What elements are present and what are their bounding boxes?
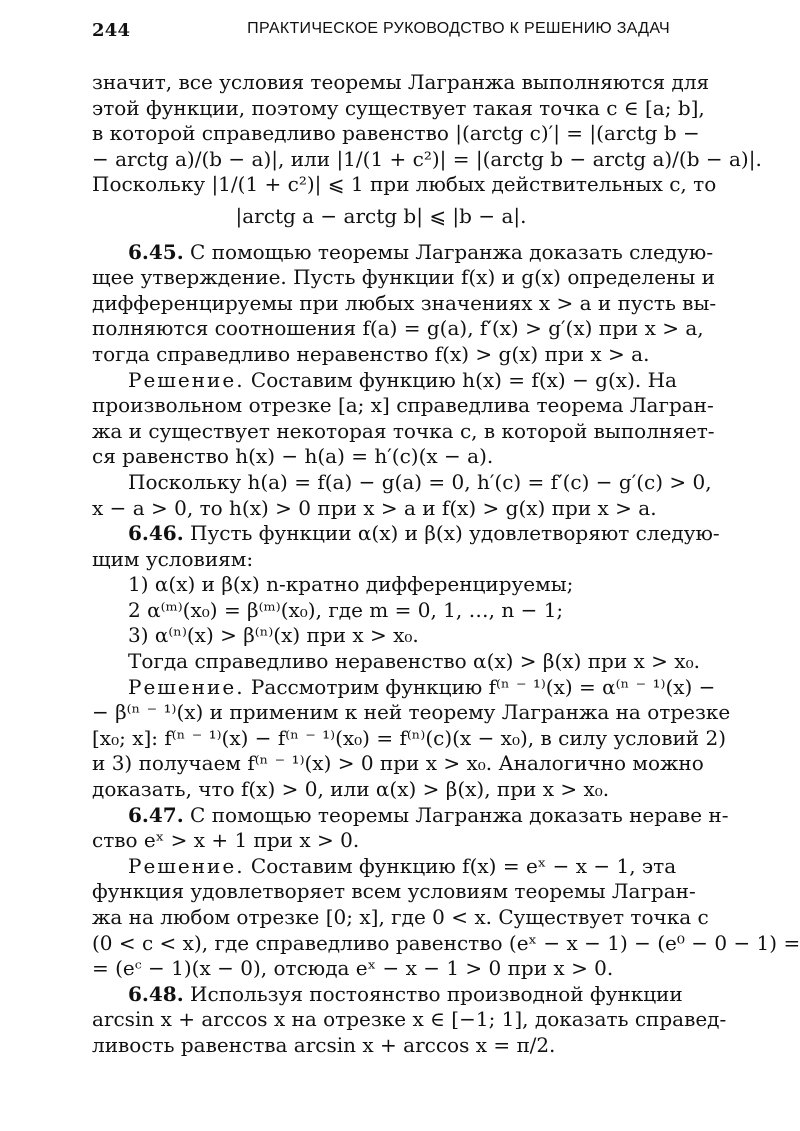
solution-label: Решение. <box>128 367 245 392</box>
text-line: этой функции, поэтому существует такая точка c ∈ [a; b], <box>92 95 705 120</box>
text-line: жа и существует некоторая точка c, в которой выполняет- <box>92 418 715 443</box>
problem-6-48-heading: 6.48. Используя постоянство производной функции <box>128 981 683 1006</box>
condition-2: 2 α⁽ᵐ⁾(x₀) = β⁽ᵐ⁾(x₀), где m = 0, 1, …, n − 1; <box>128 597 564 622</box>
text-line: произвольном отрезке [a; x] справедлива теорема Лагран- <box>92 393 714 418</box>
page-number: 244 <box>92 20 131 41</box>
problem-number: 6.47. <box>128 802 184 827</box>
solution-6-47: Решение. Составим функцию f(x) = eˣ − x − 1, эта <box>128 853 677 878</box>
problem-number: 6.45. <box>128 239 184 264</box>
text-line: ся равенство h(x) − h(a) = h′(c)(x − a). <box>92 444 494 469</box>
text-line: x − a > 0, то h(x) > 0 при x > a и f(x) > g(x) при x > a. <box>92 495 657 520</box>
solution-label: Решение. <box>128 853 245 878</box>
page-body <box>92 70 800 1059</box>
text-line: [x₀; x]: f⁽ⁿ ⁻ ¹⁾(x) − f⁽ⁿ ⁻ ¹⁾(x₀) = f⁽ⁿ⁾(c)(x − x₀), в силу условий 2) <box>92 725 726 750</box>
text-line: ство eˣ > x + 1 при x > 0. <box>92 828 360 853</box>
text-line: Поскольку |1/(1 + c²)| ⩽ 1 при любых действительных c, то <box>92 172 717 197</box>
problem-number: 6.46. <box>128 521 184 546</box>
text-line: щим условиям: <box>92 546 254 571</box>
condition-3: 3) α⁽ⁿ⁾(x) > β⁽ⁿ⁾(x) при x > x₀. <box>128 623 419 648</box>
text-line: жа на любом отрезке [0; x], где 0 < x. Существует точка c <box>92 905 709 929</box>
text-line: полняются соотношения f(a) = g(a), f′(x) > g′(x) при x > a, <box>92 316 704 341</box>
text-line: щее утверждение. Пусть функции f(x) и g(x) определены и <box>92 265 715 290</box>
running-title: ПРАКТИЧЕСКОЕ РУКОВОДСТВО К РЕШЕНИЮ ЗАДАЧ <box>247 20 670 37</box>
text-line: значит, все условия теоремы Лагранжа выполняются для <box>92 70 710 94</box>
problem-6-46-heading: 6.46. Пусть функции α(x) и β(x) удовлетворяют следую- <box>128 521 720 546</box>
problem-6-47-heading: 6.47. С помощью теоремы Лагранжа доказать нераве н- <box>128 802 729 827</box>
text-line: − arctg a)/(b − a)|, или |1/(1 + c²)| = |(arctg b − arctg a)/(b − a)|. <box>92 146 762 171</box>
text-line: (0 < c < x), где справедливо равенство (eˣ − x − 1) − (e⁰ − 0 − 1) = <box>92 930 800 955</box>
text-line: дифференцируемы при любых значениях x > a и пусть вы- <box>92 290 717 315</box>
text-line: = (eᶜ − 1)(x − 0), отсюда eˣ − x − 1 > 0 при x > 0. <box>92 956 614 981</box>
text-line: функция удовлетворяет всем условиям теоремы Лагран- <box>92 879 696 904</box>
text-line: и 3) получаем f⁽ⁿ ⁻ ¹⁾(x) > 0 при x > x₀. Аналогично можно <box>92 751 704 776</box>
text-line: arcsin x + arccos x на отрезке x ∈ [−1; 1], доказать справед- <box>92 1007 727 1032</box>
text-line: ливость равенства arcsin x + arccos x = π/2. <box>92 1032 556 1057</box>
text-line: в которой справедливо равенство |(arctg c)′| = |(arctg b − <box>92 121 700 146</box>
solution-label: Решение. <box>128 674 245 699</box>
solution-6-46: Решение. Рассмотрим функцию f⁽ⁿ ⁻ ¹⁾(x) = α⁽ⁿ ⁻ ¹⁾(x) − <box>128 674 716 699</box>
solution-6-45: Решение. Составим функцию h(x) = f(x) − g(x). На <box>128 367 677 392</box>
text-line: Поскольку h(a) = f(a) − g(a) = 0, h′(c) = f′(c) − g′(c) > 0, <box>128 469 712 494</box>
text-line: доказать, что f(x) > 0, или α(x) > β(x), при x > x₀. <box>92 777 610 802</box>
problem-6-45-heading: 6.45. С помощью теоремы Лагранжа доказать следую- <box>128 239 714 264</box>
text-line: − β⁽ⁿ ⁻ ¹⁾(x) и применим к ней теорему Лагранжа на отрезке <box>92 700 731 725</box>
page-header <box>92 20 670 41</box>
text-line: тогда справедливо неравенство f(x) > g(x) при x > a. <box>92 341 650 366</box>
display-formula: |arctg a − arctg b| ⩽ |b − a|. <box>235 203 527 228</box>
condition-1: 1) α(x) и β(x) n-кратно дифференцируемы; <box>128 572 574 597</box>
problem-number: 6.48. <box>128 981 184 1006</box>
text-line: Тогда справедливо неравенство α(x) > β(x) при x > x₀. <box>128 649 700 674</box>
